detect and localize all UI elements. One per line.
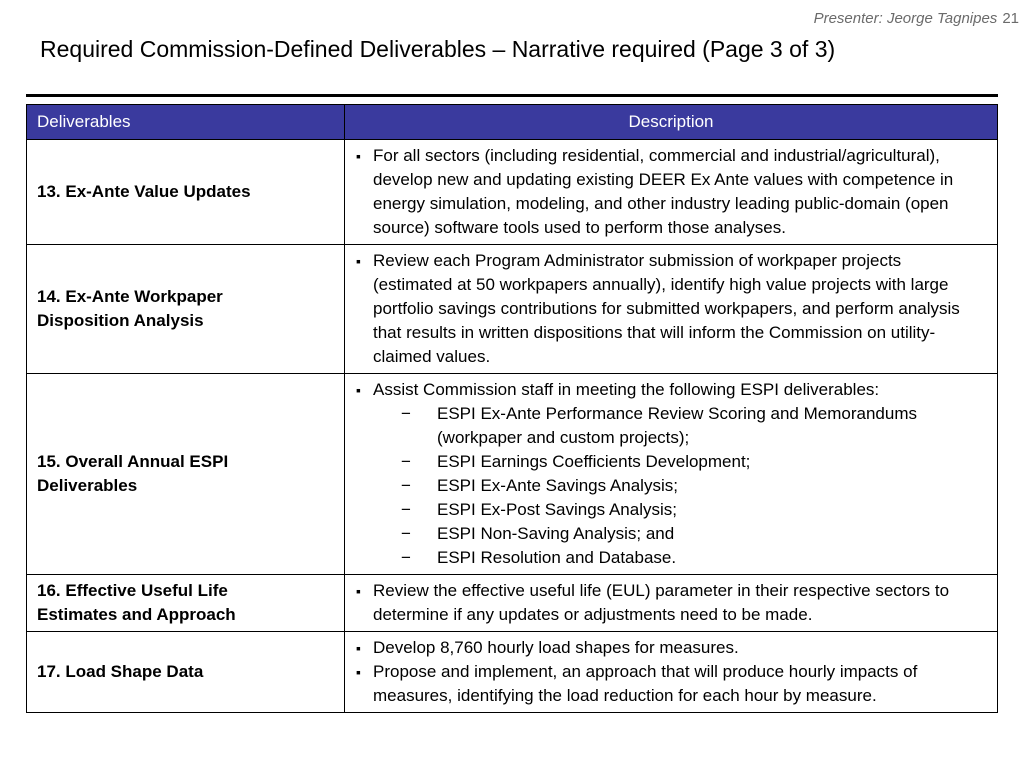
- table-row: [27, 374, 998, 575]
- deliverable-name: [27, 575, 345, 632]
- sub-item: − ESPI Earnings Coefficients Development;: [437, 450, 985, 474]
- table-row: [27, 632, 998, 713]
- presenter-name: Presenter: Jeorge Tagnipes: [813, 10, 998, 27]
- sub-item: − ESPI Resolution and Database.: [437, 546, 985, 570]
- deliverable-name: [27, 140, 345, 245]
- deliverable-name-line: 16. Effective Useful Life: [37, 581, 228, 600]
- deliverable-name-line: Deliverables: [37, 476, 138, 495]
- table-row: [27, 245, 998, 374]
- bullet-item: ▪ Review each Program Administrator submission of workpaper projects (estimated at 50 workpapers annually), identify high value projects with large portfolio savings contributions for submitted workpapers, and perform analysis that results in written dispositions that will inform the Commission on utility-claimed values.: [355, 249, 985, 369]
- table-row: [27, 575, 998, 632]
- deliverable-description: [345, 374, 998, 575]
- deliverable-name-line: 15. Overall Annual ESPI: [37, 452, 229, 471]
- sub-item: − ESPI Ex-Post Savings Analysis;: [437, 498, 985, 522]
- bullet-item: ▪ Propose and implement, an approach that will produce hourly impacts of measures, identifying the load reduction for each hour by measure.: [355, 660, 985, 708]
- deliverable-description: [345, 632, 998, 713]
- title-divider: [26, 94, 998, 97]
- deliverable-name-line: 14. Ex-Ante Workpaper: [37, 287, 223, 306]
- bullet-item: [355, 378, 985, 570]
- bullet-list: [355, 144, 985, 240]
- deliverable-name: [27, 245, 345, 374]
- deliverable-name: [27, 632, 345, 713]
- table-row: [27, 140, 998, 245]
- page-number: 21: [1002, 10, 1019, 27]
- bullet-list: [355, 249, 985, 369]
- sub-item-list: [373, 402, 985, 570]
- bullet-item: ▪ Review the effective useful life (EUL) parameter in their respective sectors to determine if any updates or adjustments need to be made.: [355, 579, 985, 627]
- bullet-item: ▪ Develop 8,760 hourly load shapes for measures.: [355, 636, 985, 660]
- deliverable-name: [27, 374, 345, 575]
- deliverables-table: [26, 104, 998, 713]
- bullet-item: ▪ For all sectors (including residential, commercial and industrial/agricultural), develop new and updating existing DEER Ex Ante values with competence in energy simulation, modeling, and other industry leading public-domain (open source) software tools used to perform those analyses.: [355, 144, 985, 240]
- deliverable-description: [345, 140, 998, 245]
- deliverable-name-line: Estimates and Approach: [37, 605, 236, 624]
- column-header-deliverables: Deliverables: [27, 105, 345, 140]
- sub-item: − ESPI Non-Saving Analysis; and: [437, 522, 985, 546]
- page-title: Required Commission-Defined Deliverables – Narrative required (Page 3 of 3): [40, 36, 836, 62]
- deliverable-description: [345, 245, 998, 374]
- deliverable-description: [345, 575, 998, 632]
- sub-item: − ESPI Ex-Ante Performance Review Scoring and Memorandums (workpaper and custom projects);: [437, 402, 985, 450]
- bullet-list: [355, 378, 985, 570]
- deliverable-name-line: Disposition Analysis: [37, 311, 204, 330]
- table-header-row: [27, 105, 998, 140]
- column-header-description: Description: [345, 105, 998, 140]
- bullet-list: [355, 579, 985, 627]
- deliverable-name-line: 13. Ex-Ante Value Updates: [37, 182, 251, 201]
- bullet-text: Assist Commission staff in meeting the following ESPI deliverables:: [373, 380, 880, 399]
- sub-item: − ESPI Ex-Ante Savings Analysis;: [437, 474, 985, 498]
- presenter-line: [814, 10, 1019, 27]
- deliverable-name-line: 17. Load Shape Data: [37, 662, 204, 681]
- bullet-list: [355, 636, 985, 708]
